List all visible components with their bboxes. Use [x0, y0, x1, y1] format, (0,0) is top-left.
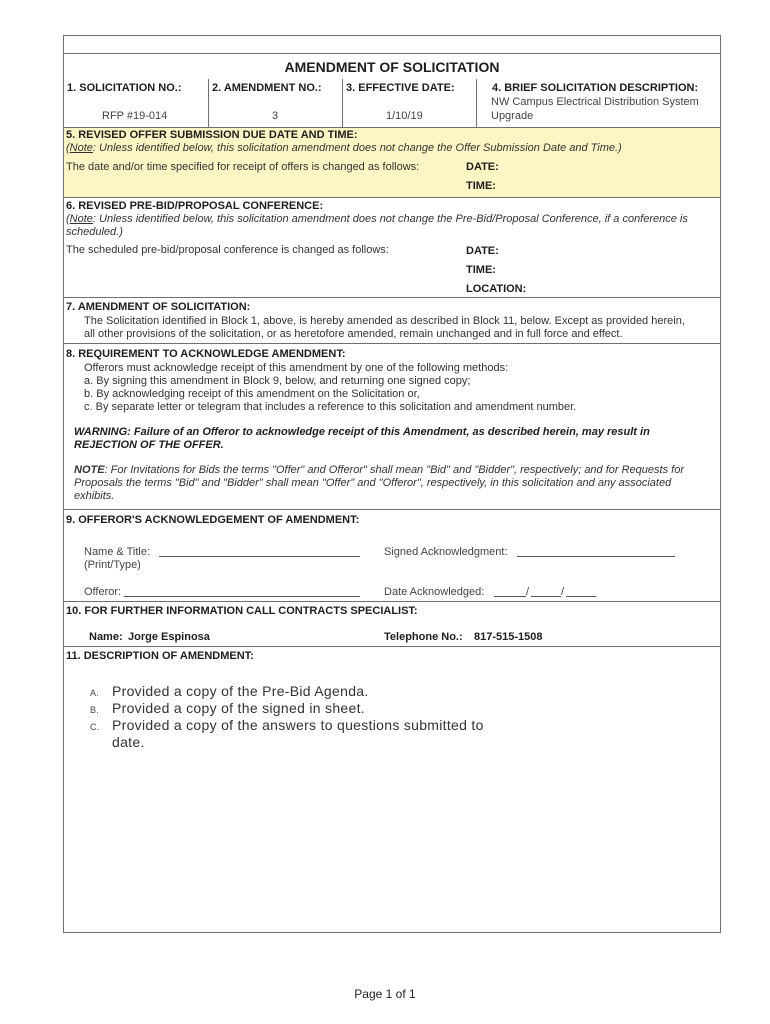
block-8-intro: Offerors must acknowledge receipt of this amendment by one of the following methods:	[84, 362, 509, 374]
block-6-heading: 6. REVISED PRE-BID/PROPOSAL CONFERENCE:	[66, 200, 324, 212]
block-6-time-label: TIME:	[466, 264, 496, 276]
date-slash-1: /	[526, 586, 530, 598]
blocks-1-4-row	[64, 79, 720, 128]
form-title: AMENDMENT OF SOLICITATION	[284, 59, 500, 75]
page-number: Page 1 of 1	[354, 987, 416, 1001]
description-value-line1: NW Campus Electrical Distribution System	[491, 96, 699, 108]
amendment-item-c-cont: date.	[112, 734, 145, 750]
block-5-time-label: TIME:	[466, 180, 496, 192]
effective-date-label: 3. EFFECTIVE DATE:	[346, 82, 455, 94]
block-6-note-line1: (Note: Unless identified below, this solicitation amendment does not change the Pre-Bid/Proposal Conference, if a conference is	[66, 213, 688, 225]
signed-ack-field[interactable]	[517, 556, 675, 557]
amendment-form	[63, 35, 721, 933]
specialist-name-label: Name:	[89, 631, 123, 643]
block-6-row	[64, 198, 720, 298]
amendment-no-label: 2. AMENDMENT NO.:	[212, 82, 322, 94]
block-8-method-b: b. By acknowledging receipt of this amendment on the Solicitation or,	[84, 388, 420, 400]
block-7-heading: 7. AMENDMENT OF SOLICITATION:	[66, 301, 251, 313]
block-10-row	[64, 602, 720, 647]
description-value-line2: Upgrade	[491, 110, 534, 122]
block-7-row	[64, 298, 720, 344]
offeror-label: Offeror:	[84, 586, 122, 598]
block-5-date-label: DATE:	[466, 161, 499, 173]
solicitation-no-label: 1. SOLICITATION NO.:	[67, 82, 182, 94]
amendment-item-b: B. Provided a copy of the signed in sheet.	[90, 700, 365, 716]
block-5-row	[64, 128, 720, 198]
block-6-change-text: The scheduled pre-bid/proposal conference is changed as follows:	[66, 244, 389, 256]
date-ack-day-field[interactable]	[531, 596, 561, 597]
block-8-row	[64, 344, 720, 510]
block-5-change-text: The date and/or time specified for receipt of offers is changed as follows:	[66, 161, 420, 173]
block-6-location-label: LOCATION:	[466, 283, 527, 295]
block-8-method-c: c. By separate letter or telegram that includes a reference to this solicitation and amendment number.	[84, 401, 577, 413]
block-8-note-line3: exhibits.	[74, 490, 115, 502]
offeror-field[interactable]	[124, 596, 360, 597]
date-ack-label: Date Acknowledged:	[384, 586, 485, 598]
specialist-name-value: Jorge Espinosa	[128, 631, 210, 643]
date-ack-year-field[interactable]	[566, 596, 596, 597]
signed-ack-label: Signed Acknowledgment:	[384, 546, 508, 558]
block-6-date-label: DATE:	[466, 245, 499, 257]
amendment-item-a: A. Provided a copy of the Pre-Bid Agenda.	[90, 683, 369, 699]
block-9-row	[64, 510, 720, 602]
block-8-heading: 8. REQUIREMENT TO ACKNOWLEDGE AMENDMENT:	[66, 348, 346, 360]
date-ack-month-field[interactable]	[494, 596, 526, 597]
date-slash-2: /	[561, 586, 565, 598]
block-10-heading: 10. FOR FURTHER INFORMATION CALL CONTRACTS SPECIALIST:	[66, 605, 418, 617]
amendment-no-value: 3	[272, 110, 279, 122]
amendment-item-c: C. Provided a copy of the answers to questions submitted to	[90, 717, 484, 733]
print-type-label: (Print/Type)	[84, 559, 141, 571]
block-11-heading: 11. DESCRIPTION OF AMENDMENT:	[66, 650, 254, 662]
block-7-text-line2: all other provisions of the solicitation, or as heretofore amended, remain unchanged and in full force and effect.	[84, 328, 623, 340]
name-title-field[interactable]	[159, 556, 360, 557]
block-5-note: (Note: Unless identified below, this solicitation amendment does not change the Offer Submission Date and Time.)	[66, 142, 622, 154]
telephone-label: Telephone No.:	[384, 631, 463, 643]
block-6-note-line2: scheduled.)	[66, 226, 123, 238]
block-7-text-line1: The Solicitation identified in Block 1, above, is hereby amended as described in Block 11, below. Except as provided herein,	[84, 315, 685, 327]
block-8-warning-line1: WARNING: Failure of an Offeror to acknowledge receipt of this Amendment, as described herein, may result in	[74, 426, 650, 438]
block-5-heading: 5. REVISED OFFER SUBMISSION DUE DATE AND TIME:	[66, 129, 358, 141]
block-8-method-a: a. By signing this amendment in Block 9, below, and returning one signed copy;	[84, 375, 471, 387]
block-9-heading: 9. OFFEROR'S ACKNOWLEDGEMENT OF AMENDMENT:	[66, 514, 360, 526]
header-spacer-row	[64, 36, 720, 54]
solicitation-no-value: RFP #19-014	[102, 110, 168, 122]
name-title-label: Name & Title:	[84, 546, 151, 558]
block-8-note-line2: Proposals the terms "Bid" and "Bidder" shall mean "Offer" and "Offeror", respectively, in this solicitation and any associated	[74, 477, 672, 489]
block-8-warning-line2: REJECTION OF THE OFFER.	[74, 439, 224, 451]
block-8-note-line1: NOTE: For Invitations for Bids the terms "Offer" and Offeror" shall mean "Bid" and "Bidder", respectively; and for Requests for	[74, 464, 684, 476]
telephone-value: 817-515-1508	[474, 631, 543, 643]
effective-date-value: 1/10/19	[386, 110, 423, 122]
description-label: 4. BRIEF SOLICITATION DESCRIPTION:	[492, 82, 699, 94]
